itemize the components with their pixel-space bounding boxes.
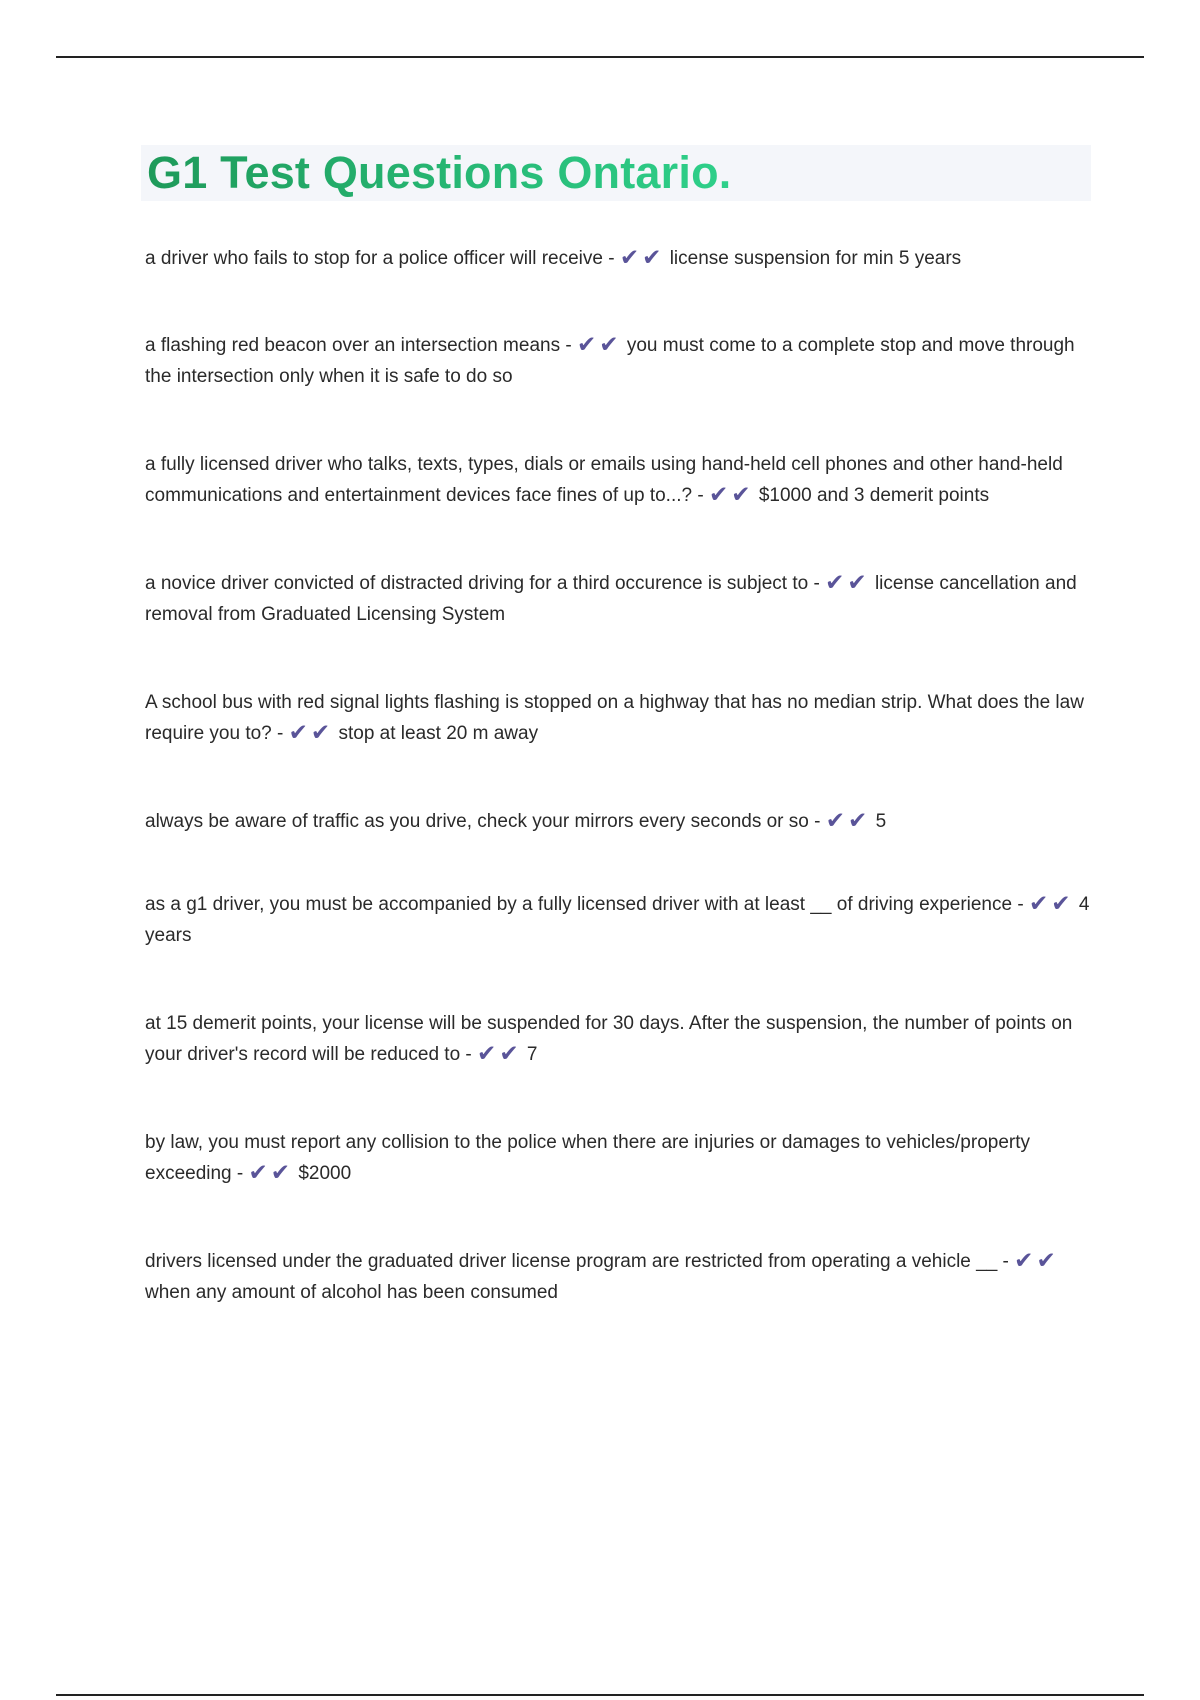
answer-marker xyxy=(825,569,870,595)
check-icon: ✔ xyxy=(1051,890,1071,916)
check-icon: ✔ xyxy=(847,569,867,595)
answer-marker xyxy=(619,244,665,270)
answer-text: 7 xyxy=(526,1044,538,1065)
check-icon: ✔ xyxy=(310,719,331,745)
answer-marker xyxy=(1014,1247,1059,1273)
question-answer-list xyxy=(141,243,1091,1308)
check-icon: ✔ xyxy=(708,481,729,507)
answer-text: stop at least 20 m away xyxy=(338,723,539,744)
question-text: by law, you must report any collision to the police when there are injuries or damages to vehicles/property exceeding - xyxy=(145,1132,1031,1184)
question-text: a flashing red beacon over an intersection means - xyxy=(145,335,572,356)
answer-marker xyxy=(1028,890,1074,916)
qa-item xyxy=(141,243,1091,274)
check-icon: ✔ xyxy=(1028,890,1049,916)
question-text: A school bus with red signal lights flashing is stopped on a highway that has no median strip. What does the law require you to? - xyxy=(145,692,1084,744)
question-text: always be aware of traffic as you drive, check your mirrors every seconds or so - xyxy=(145,811,821,832)
check-icon: ✔ xyxy=(576,331,597,357)
title-band xyxy=(141,145,1091,201)
qa-item xyxy=(141,687,1091,749)
answer-text: 5 xyxy=(875,811,887,832)
check-icon: ✔ xyxy=(1036,1247,1056,1273)
top-rule xyxy=(56,56,1144,58)
answer-marker xyxy=(576,331,622,357)
check-icon: ✔ xyxy=(248,1159,268,1185)
check-icon: ✔ xyxy=(731,481,751,507)
answer-marker xyxy=(248,1159,294,1185)
question-text: at 15 demerit points, your license will be suspended for 30 days. After the suspension, the number of points on your driver's record will be reduced to - xyxy=(145,1013,1073,1065)
qa-item xyxy=(141,889,1091,951)
check-icon: ✔ xyxy=(642,244,662,270)
question-text: as a g1 driver, you must be accompanied by a fully licensed driver with at least __ of driving experience - xyxy=(145,894,1024,915)
question-text: a fully licensed driver who talks, texts, types, dials or emails using hand-held cell phones and other hand-held communications and entertainment devices face fines of up to...? - xyxy=(145,454,1063,506)
answer-text: license suspension for min 5 years xyxy=(669,248,962,269)
answer-text: 4 years xyxy=(145,894,1090,946)
page-title: G1 Test Questions Ontario. xyxy=(147,147,732,198)
qa-item xyxy=(141,1246,1091,1308)
qa-item xyxy=(141,568,1091,630)
check-icon: ✔ xyxy=(270,1159,291,1185)
qa-item xyxy=(141,806,1091,837)
answer-marker xyxy=(288,719,334,745)
qa-item xyxy=(141,449,1091,511)
check-icon: ✔ xyxy=(499,1040,519,1066)
document-body xyxy=(141,145,1091,1308)
check-icon: ✔ xyxy=(288,719,308,745)
check-icon: ✔ xyxy=(477,1040,497,1066)
check-icon: ✔ xyxy=(848,807,868,833)
question-text: drivers licensed under the graduated driver license program are restricted from operating a vehicle __ - xyxy=(145,1251,1009,1272)
check-icon: ✔ xyxy=(599,331,619,357)
question-text: a novice driver convicted of distracted driving for a third occurence is subject to - xyxy=(145,573,820,594)
answer-text: $2000 xyxy=(298,1163,352,1184)
check-icon: ✔ xyxy=(1014,1247,1034,1273)
check-icon: ✔ xyxy=(619,244,640,270)
qa-item xyxy=(141,1008,1091,1070)
answer-text: you must come to a complete stop and move through the intersection only when it is safe to do so xyxy=(145,335,1075,387)
check-icon: ✔ xyxy=(825,807,846,833)
qa-item xyxy=(141,330,1091,392)
answer-text: when any amount of alcohol has been consumed xyxy=(145,1282,558,1303)
qa-item xyxy=(141,1127,1091,1189)
answer-marker xyxy=(477,1040,522,1066)
answer-text: license cancellation and removal from Graduated Licensing System xyxy=(145,573,1077,625)
bottom-rule xyxy=(56,1694,1144,1696)
answer-marker xyxy=(825,807,871,833)
check-icon: ✔ xyxy=(825,569,845,595)
question-text: a driver who fails to stop for a police officer will receive - xyxy=(145,248,615,269)
answer-text: $1000 and 3 demerit points xyxy=(758,485,990,506)
answer-marker xyxy=(708,481,754,507)
